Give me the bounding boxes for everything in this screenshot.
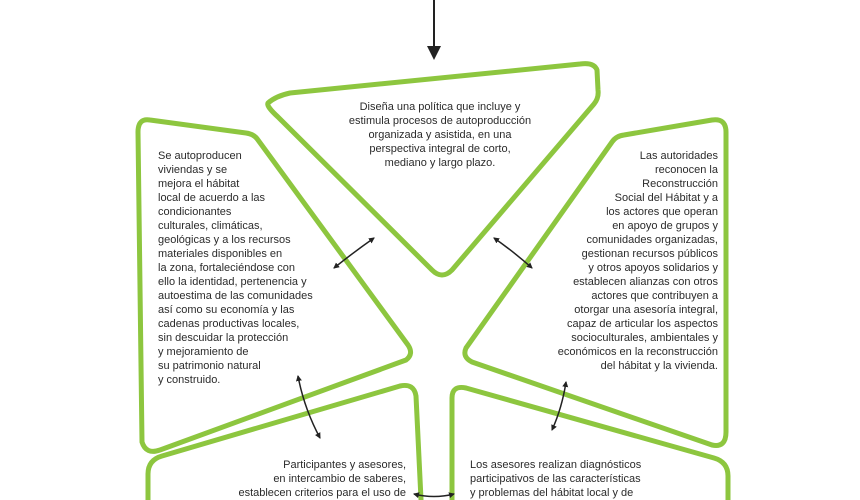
bottom-left-node-text: Participantes y asesores, en intercambio de saberes, establecen criterios para el uso de — [238, 459, 406, 499]
arrow-top-right — [494, 238, 532, 268]
top-node-text: Diseña una política que incluye y estimula procesos de autoproducción organizada y asistida, en una perspectiva integral de corto, mediano y largo plazo. — [348, 101, 532, 169]
left-node-text: Se autoproducen viviendas y se mejora el hábitat local de acuerdo a las condicionantes culturales, climáticas, geológicas y a los recursos materiales disponibles en la zona, fortaleciéndose con ello la identidad, pertenencia y autoestima de las comunidades así como su economía y las cadenas productivas locales, sin descuidar la protección y mejoramiento de su patrimonio natural y construido. — [158, 150, 313, 386]
incoming-arrow — [427, 0, 441, 60]
right-node-text: Las autoridades reconocen la Reconstrucción Social del Hábitat y a los actores que operan en apoyo de grupos y comunidades organizadas, gestionan recursos públicos y otros apoyos solidarios y establecen alianzas con otros actores que contribuyen a otorgar una asesoría integral, capaz de articular los aspectos socioculturales, ambientales y económicos en la reconstrucción del hábitat y la vivienda. — [557, 150, 718, 372]
bottom-right-node-text: Los asesores realizan diagnósticos participativos de las características y problemas del hábitat local y de — [470, 459, 642, 499]
